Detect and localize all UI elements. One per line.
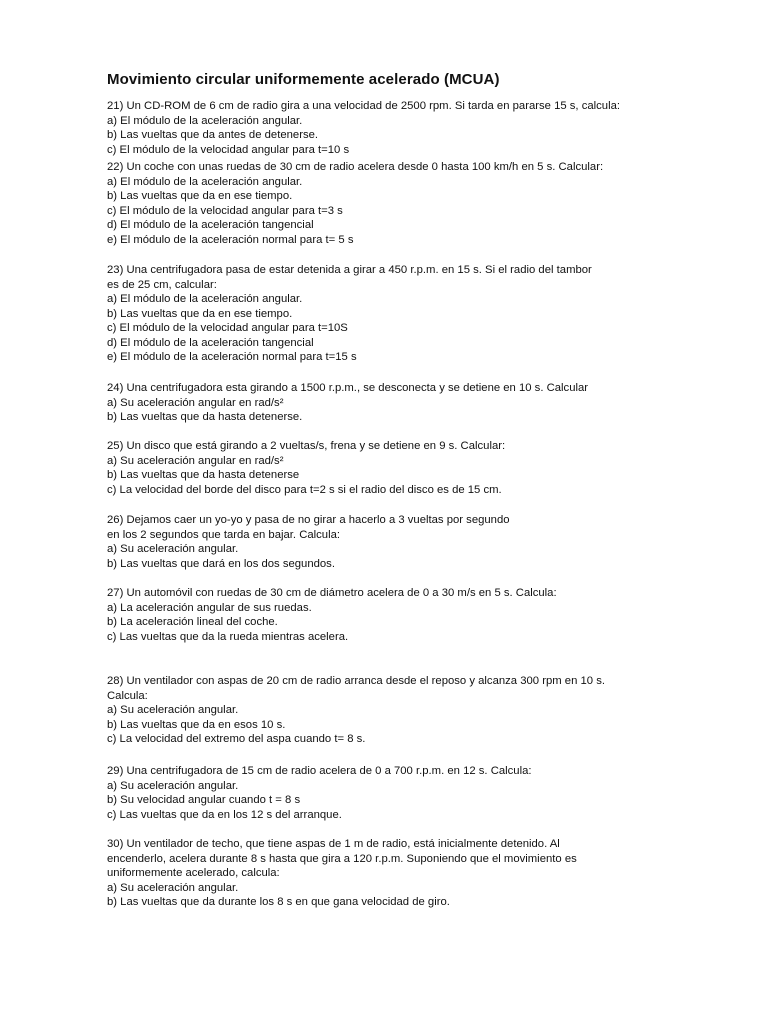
problem-26-line: a) Su aceleración angular. <box>107 543 239 555</box>
problem-23-line: e) El módulo de la aceleración normal para t=15 s <box>107 351 357 363</box>
problem-21-line: c) El módulo de la velocidad angular para t=10 s <box>107 143 350 156</box>
problem-21-line: a) El módulo de la aceleración angular. <box>107 114 303 127</box>
problem-29-statement: 29) Una centrifugadora de 15 cm de radio acelera de 0 a 700 r.p.m. en 12 s. Calcula: <box>107 765 532 777</box>
problem-27-statement: 27) Un automóvil con ruedas de 30 cm de diámetro acelera de 0 a 30 m/s en 5 s. Calcula: <box>107 587 557 599</box>
problem-25-line: a) Su aceleración angular en rad/s² <box>107 454 284 467</box>
problem-26-line: en los 2 segundos que tarda en bajar. Calcula: <box>107 528 341 541</box>
problem-28-statement: 28) Un ventilador con aspas de 20 cm de radio arranca desde el reposo y alcanza 300 rpm en 10 s. <box>107 675 605 687</box>
problem-22-line: d) El módulo de la aceleración tangencial <box>107 219 314 231</box>
problem-28-line: c) La velocidad del extremo del aspa cuando t= 8 s. <box>107 733 366 745</box>
problem-22-line: b) Las vueltas que da en ese tiempo. <box>107 190 293 202</box>
problem-24-statement: 24) Una centrifugadora esta girando a 1500 r.p.m., se desconecta y se detiene en 10 s. Calcular <box>107 382 589 394</box>
problem-25-line: b) Las vueltas que da hasta detenerse <box>107 469 300 481</box>
problem-27-line: c) Las vueltas que da la rueda mientras acelera. <box>107 630 349 643</box>
problem-29-line: b) Su velocidad angular cuando t = 8 s <box>107 794 301 806</box>
problem-30-line: encenderlo, acelera durante 8 s hasta que gira a 120 r.p.m. Suponiendo que el movimiento es <box>107 852 577 865</box>
problem-23-line: c) El módulo de la velocidad angular para t=10S <box>107 322 348 334</box>
problem-22-line: c) El módulo de la velocidad angular para t=3 s <box>107 204 343 217</box>
problem-30-line: a) Su aceleración angular. <box>107 881 239 894</box>
problem-25-line: c) La velocidad del borde del disco para t=2 s si el radio del disco es de 15 cm. <box>107 483 502 496</box>
problem-28-line: a) Su aceleración angular. <box>107 704 239 716</box>
problem-30-line: uniformemente acelerado, calcula: <box>107 867 280 879</box>
problem-22-line: a) El módulo de la aceleración angular. <box>107 175 303 188</box>
problem-28-line: b) Las vueltas que da en esos 10 s. <box>107 718 286 731</box>
problem-26-statement: 26) Dejamos caer un yo-yo y pasa de no girar a hacerlo a 3 vueltas por segundo <box>107 514 510 526</box>
problem-23-line: d) El módulo de la aceleración tangencial <box>107 336 314 349</box>
problem-22-statement: 22) Un coche con unas ruedas de 30 cm de radio acelera desde 0 hasta 100 km/h en 5 s. Calcular: <box>107 161 604 173</box>
problem-27-line: b) La aceleración lineal del coche. <box>107 616 278 628</box>
problem-30-line: b) Las vueltas que da durante los 8 s en que gana velocidad de giro. <box>107 896 450 908</box>
problem-30-statement: 30) Un ventilador de techo, que tiene aspas de 1 m de radio, está inicialmente detenido. Al <box>107 838 560 850</box>
problem-23-line: es de 25 cm, calcular: <box>107 278 217 291</box>
problem-23-line: a) El módulo de la aceleración angular. <box>107 293 303 305</box>
problem-25-statement: 25) Un disco que está girando a 2 vueltas/s, frena y se detiene en 9 s. Calcular: <box>107 440 506 452</box>
problem-22-line: e) El módulo de la aceleración normal para t= 5 s <box>107 233 354 246</box>
problem-27-line: a) La aceleración angular de sus ruedas. <box>107 601 312 614</box>
problem-29-line: c) Las vueltas que da en los 12 s del arranque. <box>107 808 342 821</box>
problem-23-line: b) Las vueltas que da en ese tiempo. <box>107 307 293 320</box>
page-title: Movimiento circular uniformemente acelerado (MCUA) <box>107 71 500 88</box>
problem-24-line: b) Las vueltas que da hasta detenerse. <box>107 411 303 423</box>
problem-29-line: a) Su aceleración angular. <box>107 779 239 792</box>
problem-21-statement: 21) Un CD-ROM de 6 cm de radio gira a una velocidad de 2500 rpm. Si tarda en pararse 15 s, calcula: <box>107 100 621 112</box>
problem-23-statement: 23) Una centrifugadora pasa de estar detenida a girar a 450 r.p.m. en 15 s. Si el radio del tambor <box>107 264 592 276</box>
problem-28-line: Calcula: <box>107 689 148 702</box>
problem-24-line: a) Su aceleración angular en rad/s² <box>107 396 284 409</box>
problem-26-line: b) Las vueltas que dará en los dos segundos. <box>107 557 335 570</box>
problem-21-line: b) Las vueltas que da antes de detenerse. <box>107 129 319 141</box>
